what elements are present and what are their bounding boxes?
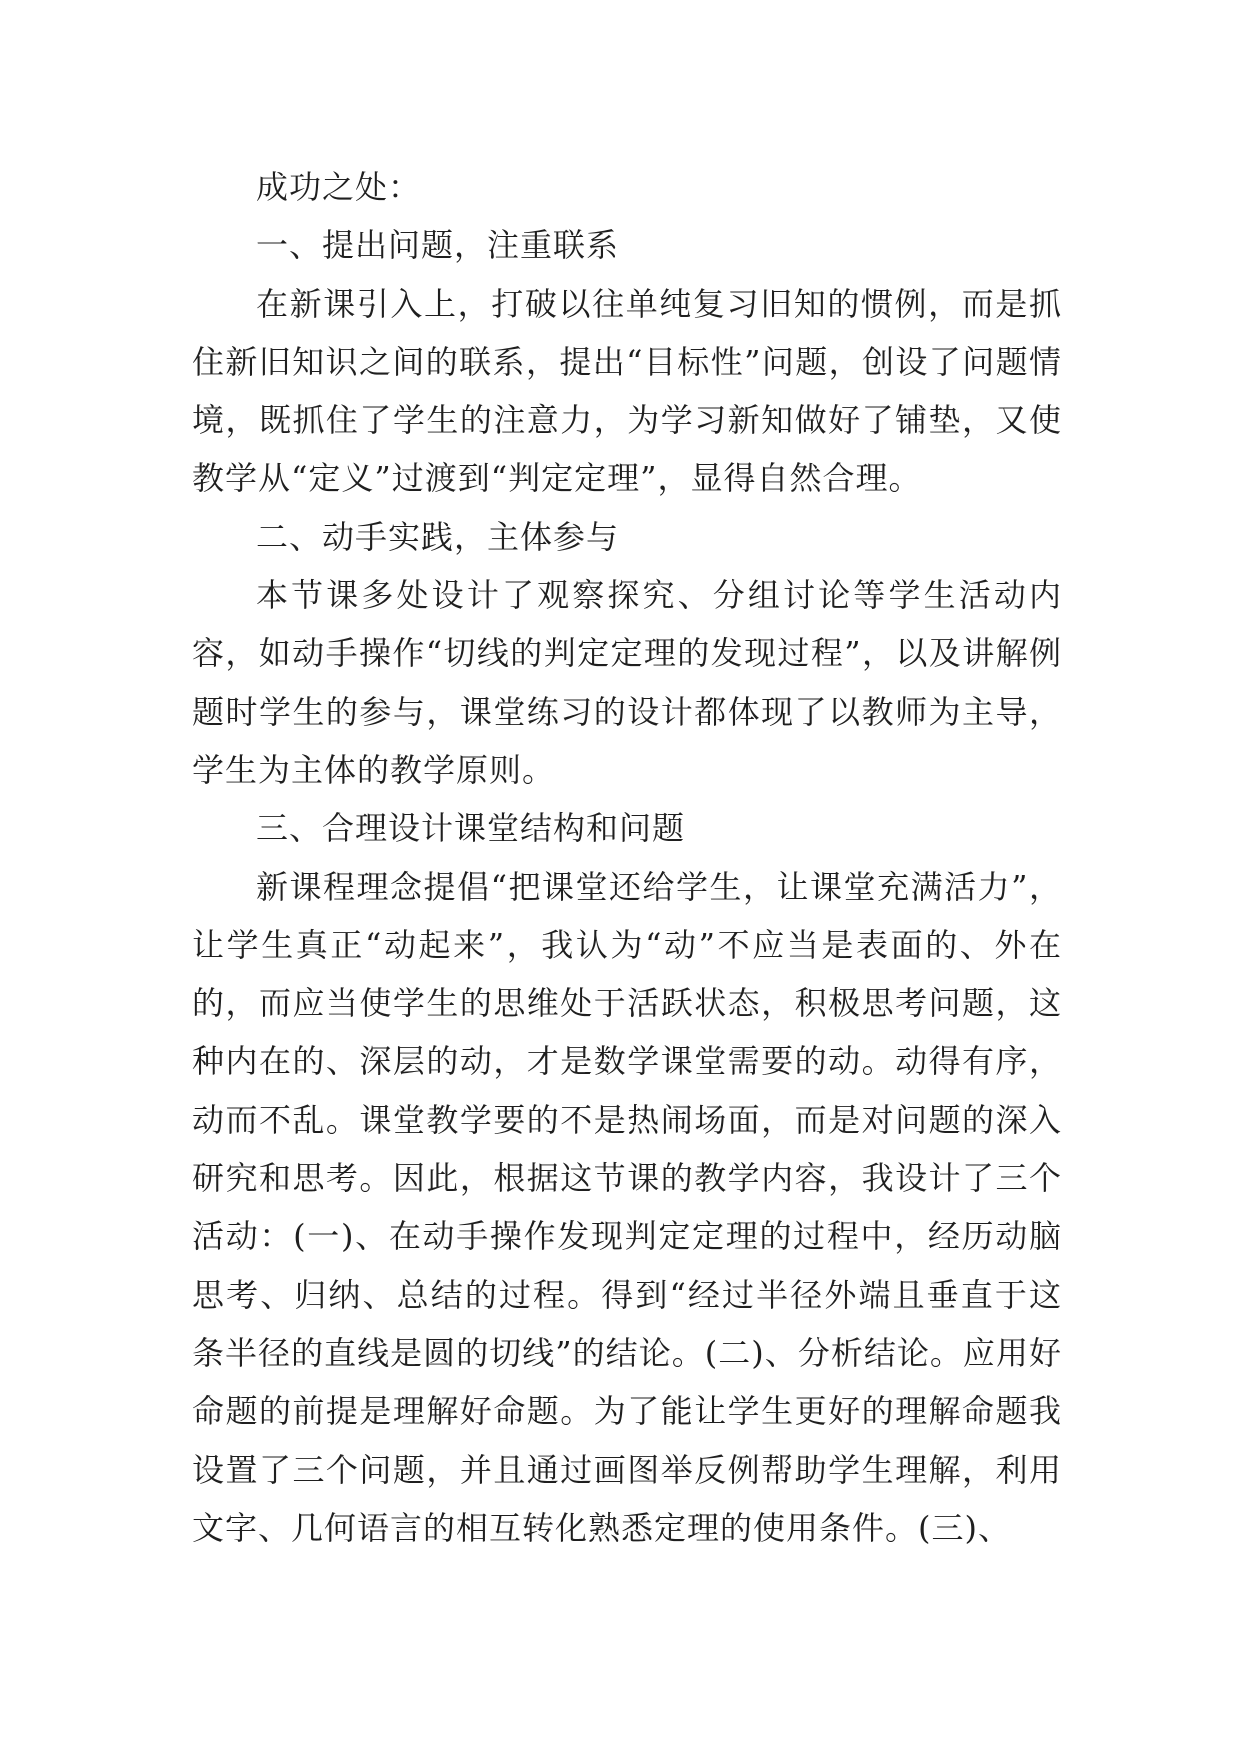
section-intro-heading: 成功之处： bbox=[256, 168, 422, 206]
section-two-paragraph: 本节课多处设计了观察探究、分组讨论等学生活动内容，如动手操作“切线的判定定理的发现过程”，以及讲解例题时学生的参与，课堂练习的设计都体现了以教师为主导，学生为主体的教学原则。 bbox=[192, 576, 1062, 789]
section-one-paragraph: 在新课引入上，打破以往单纯复习旧知的惯例，而是抓住新旧知识之间的联系，提出“目标性”问题，创设了问题情境，既抓住了学生的注意力，为学习新知做好了铺垫，又使教学从“定义”过渡到“判定定理”，显得自然合理。 bbox=[192, 284, 1062, 498]
section-three-heading: 三、合理设计课堂结构和问题 bbox=[256, 809, 686, 848]
section-two-heading: 二、动手实践，主体参与 bbox=[256, 517, 620, 556]
section-one-heading: 一、提出问题，注重联系 bbox=[256, 226, 620, 265]
document-body bbox=[192, 158, 1062, 1557]
section-three-paragraph: 新课程理念提倡“把课堂还给学生，让课堂充满活力”，让学生真正“动起来”，我认为“动”不应当是表面的、外在的，而应当使学生的思维处于活跃状态，积极思考问题，这种内在的、深层的动，才是数学课堂需要的动。动得有序，动而不乱。课堂教学要的不是热闹场面，而是对问题的深入研究和思考。因此，根据这节课的教学内容，我设计了三个活动：(一)、在动手操作发现判定定理的过程中，经历动脑思考、归纳、总结的过程。得到“经过半径外端且垂直于这条半径的直线是圆的切线”的结论。(二)、分析结论。应用好命题的前提是理解好命题。为了能让学生更好的理解命题我设置了三个问题，并且通过画图举反例帮助学生理解，利用文字、几何语言的相互转化熟悉定理的使用条件。(三)、 bbox=[192, 867, 1062, 1547]
